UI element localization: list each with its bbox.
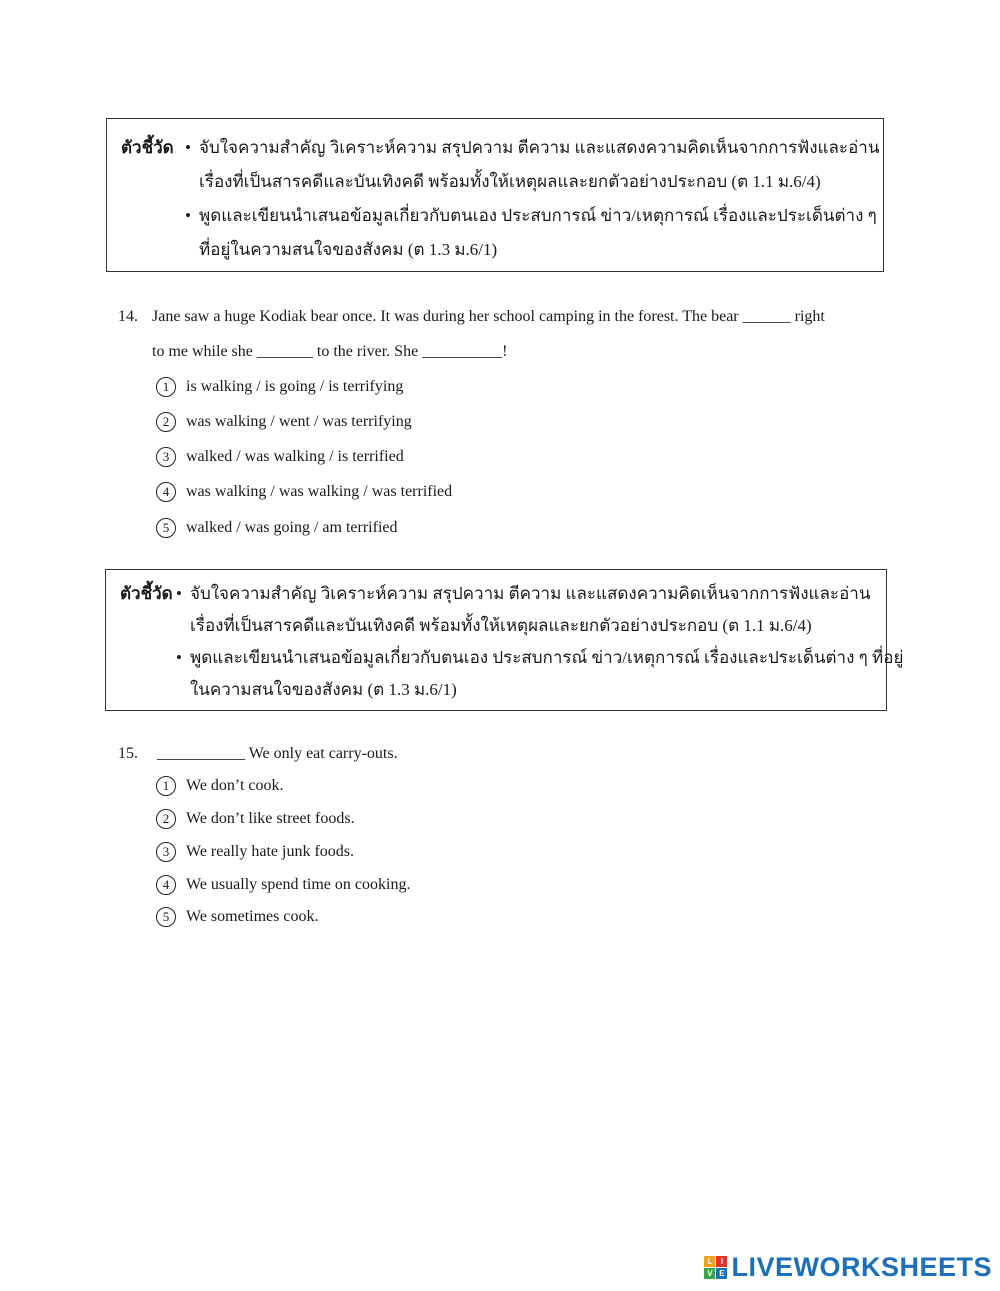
logo-block: V: [704, 1268, 715, 1279]
option-text: walked / was going / am terrified: [186, 519, 398, 536]
question-stem: ___________ We only eat carry-outs.: [157, 745, 398, 762]
question-number: 14.: [118, 308, 138, 325]
indicator-text: ที่อยู่ในความสนใจของสังคม (ต 1.3 ม.6/1): [199, 240, 498, 259]
indicator-text: พูดและเขียนนำเสนอข้อมูลเกี่ยวกับตนเอง ประสบการณ์ ข่าว/เหตุการณ์ เรื่องและประเด็นต่าง ๆ: [199, 206, 877, 225]
bullet: •: [176, 584, 182, 603]
option-text: We don’t like street foods.: [186, 810, 355, 827]
indicator-text: พูดและเขียนนำเสนอข้อมูลเกี่ยวกับตนเอง ประสบการณ์ ข่าว/เหตุการณ์ เรื่องและประเด็นต่าง ๆ ที่อยู่: [190, 648, 904, 667]
question-stem: to me while she _______ to the river. She __________!: [152, 343, 508, 360]
option-number-circle: 2: [156, 809, 176, 829]
option-number-circle: 2: [156, 412, 176, 432]
answer-option-5[interactable]: [156, 517, 398, 539]
liveworksheets-logo[interactable]: [704, 1252, 992, 1283]
brand-name: LIVEWORKSHEETS: [731, 1252, 992, 1282]
answer-option-4[interactable]: [156, 481, 452, 503]
option-text: We sometimes cook.: [186, 908, 319, 925]
logo-block: I: [716, 1256, 727, 1267]
option-number-circle: 3: [156, 447, 176, 467]
question-stem: Jane saw a huge Kodiak bear once. It was during her school camping in the forest. The bear ______ right: [152, 308, 825, 325]
bullet: •: [176, 648, 182, 667]
option-text: We usually spend time on cooking.: [186, 876, 411, 893]
answer-option-4[interactable]: [156, 874, 410, 896]
answer-option-3[interactable]: [156, 446, 404, 468]
option-number-circle: 4: [156, 482, 176, 502]
indicator-label: ตัวชี้วัด: [121, 138, 174, 157]
option-text: is walking / is going / is terrifying: [186, 378, 404, 395]
question-number: 15.: [118, 745, 138, 762]
answer-option-3[interactable]: [156, 841, 354, 863]
option-number-circle: 1: [156, 377, 176, 397]
answer-option-1[interactable]: [156, 775, 284, 797]
option-number-circle: 5: [156, 518, 176, 538]
indicator-label: ตัวชี้วัด: [120, 584, 173, 603]
option-number-circle: 4: [156, 875, 176, 895]
bullet: •: [185, 206, 191, 225]
option-text: was walking / was walking / was terrified: [186, 483, 453, 500]
option-text: We really hate junk foods.: [186, 843, 354, 860]
option-text: We don’t cook.: [186, 777, 284, 794]
indicator-box-2: [105, 569, 904, 711]
logo-block: L: [704, 1256, 715, 1267]
indicator-text: จับใจความสำคัญ วิเคราะห์ความ สรุปความ ตีความ และแสดงความคิดเห็นจากการฟังและอ่าน: [190, 584, 871, 603]
option-number-circle: 1: [156, 776, 176, 796]
answer-option-2[interactable]: [156, 411, 412, 433]
answer-option-2[interactable]: [156, 808, 355, 830]
indicator-box-1: [106, 118, 884, 272]
bullet: •: [185, 138, 191, 157]
logo-block: E: [716, 1268, 727, 1279]
option-text: walked / was walking / is terrified: [186, 448, 404, 465]
answer-option-5[interactable]: [156, 906, 318, 928]
indicator-text: ในความสนใจของสังคม (ต 1.3 ม.6/1): [190, 680, 457, 699]
indicator-text: จับใจความสำคัญ วิเคราะห์ความ สรุปความ ตีความ และแสดงความคิดเห็นจากการฟังและอ่าน: [199, 138, 880, 157]
indicator-text: เรื่องที่เป็นสารคดีและบันเทิงคดี พร้อมทั้งให้เหตุผลและยกตัวอย่างประกอบ (ต 1.1 ม.6/4): [199, 172, 821, 191]
answer-option-1[interactable]: [156, 376, 403, 398]
logo-blocks-icon: [704, 1256, 727, 1279]
option-number-circle: 3: [156, 842, 176, 862]
option-text: was walking / went / was terrifying: [186, 413, 412, 430]
option-number-circle: 5: [156, 907, 176, 927]
indicator-text: เรื่องที่เป็นสารคดีและบันเทิงคดี พร้อมทั้งให้เหตุผลและยกตัวอย่างประกอบ (ต 1.1 ม.6/4): [190, 616, 812, 635]
